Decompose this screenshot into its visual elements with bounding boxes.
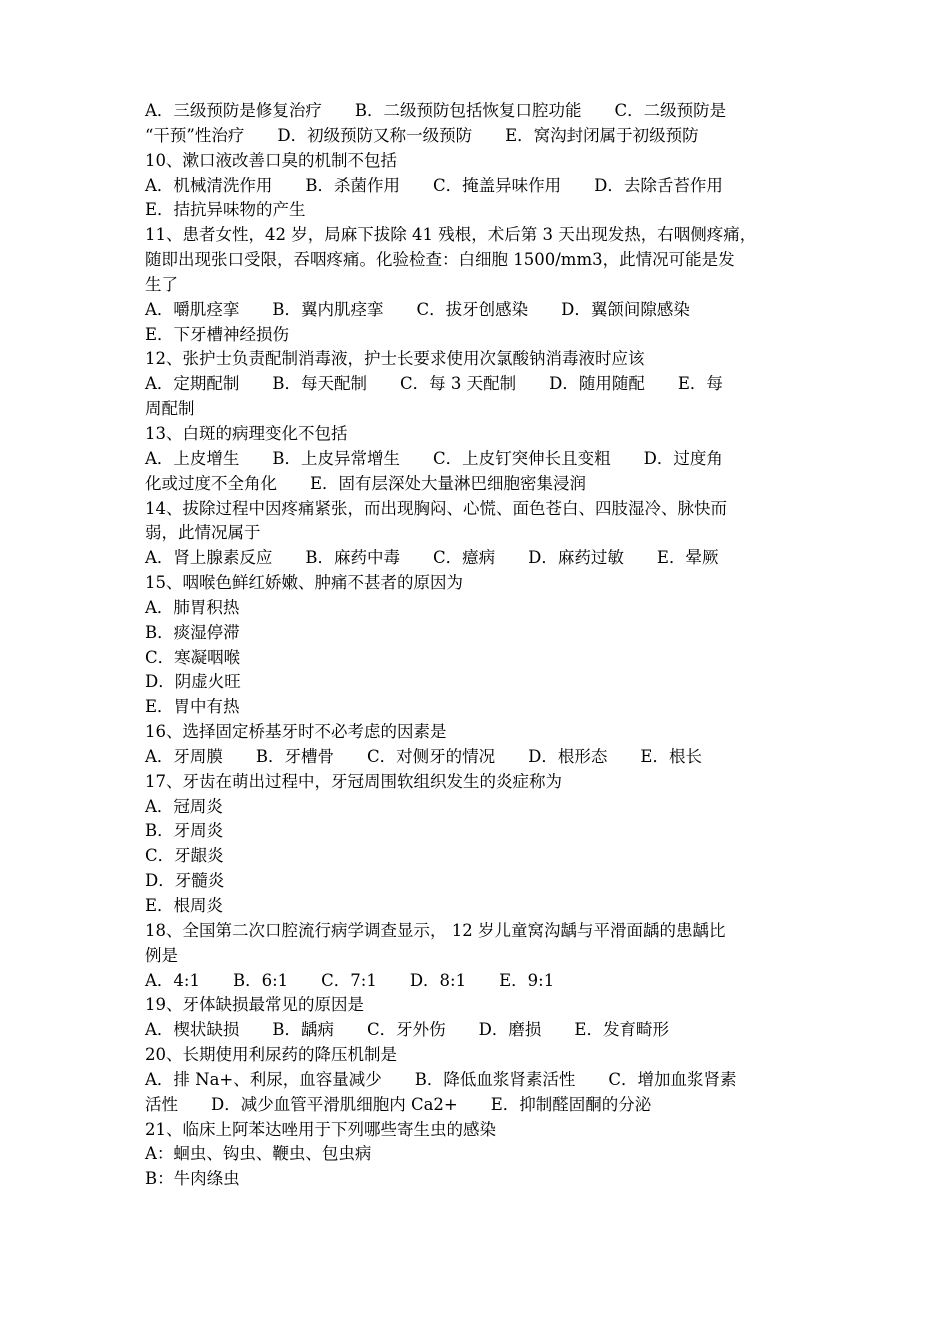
question-stem: 13、白斑的病理变化不包括 [145, 423, 348, 443]
question-stem: 20、长期使用利尿药的降压机制是 [145, 1045, 397, 1065]
question-stem: 18、全国第二次口腔流行病学调查显示， 12 岁儿童窝沟龋与平滑面龋的患龋比 [145, 920, 726, 940]
option-line: A．肺胃积热 [145, 597, 240, 617]
option-line: A：蛔虫、钩虫、鞭虫、包虫病 [145, 1144, 372, 1164]
option-line: D．牙髓炎 [145, 871, 225, 891]
option-line: B：牛肉绦虫 [145, 1169, 240, 1189]
document-page [145, 99, 817, 1192]
text-line: E．拮抗异味物的产生 [145, 200, 306, 220]
text-line: 化或过度不全角化 E．固有层深处大量淋巴细胞密集浸润 [145, 473, 587, 493]
text-line: A．定期配制 B．每天配制 C．每 3 天配制 D．随用随配 E．每 [145, 374, 723, 394]
text-line: A．嚼肌痉挛 B．翼内肌痉挛 C．拔牙创感染 D．翼颌间隙感染 [145, 299, 690, 319]
question-stem: 21、临床上阿苯达唑用于下列哪些寄生虫的感染 [145, 1119, 496, 1139]
question-stem: 19、牙体缺损最常见的原因是 [145, 995, 364, 1015]
text-line: A．肾上腺素反应 B．麻药中毒 C．癔病 D．麻药过敏 E．晕厥 [145, 548, 719, 568]
text-line: 随即出现张口受限，吞咽疼痛。化验检查：白细胞 1500/mm3，此情况可能是发 [145, 250, 735, 270]
question-stem: 16、选择固定桥基牙时不必考虑的因素是 [145, 722, 447, 742]
text-line: A．排 Na+、利尿，血容量减少 B．降低血浆肾素活性 C．增加血浆肾素 [145, 1069, 737, 1089]
text-line: A．楔状缺损 B．龋病 C．牙外伤 D．磨损 E．发育畸形 [145, 1020, 669, 1040]
text-line: 例是 [145, 945, 178, 965]
question-stem: 12、张护士负责配制消毒液，护士长要求使用次氯酸钠消毒液时应该 [145, 349, 645, 369]
option-line: B．痰湿停滞 [145, 622, 240, 642]
text-line: A．牙周膜 B．牙槽骨 C．对侧牙的情况 D．根形态 E．根长 [145, 746, 702, 766]
question-stem: 10、漱口液改善口臭的机制不包括 [145, 150, 397, 170]
text-line: A．4:1 B．6:1 C．7:1 D．8:1 E．9:1 [145, 970, 555, 990]
option-line: D．阴虚火旺 [145, 672, 241, 692]
text-line: 弱，此情况属于 [145, 523, 261, 543]
text-line: 活性 D．减少血管平滑肌细胞内 Ca2+ E．抑制醛固酮的分泌 [145, 1094, 652, 1114]
option-line: E．根周炎 [145, 896, 224, 915]
question-stem: 17、牙齿在萌出过程中，牙冠周围软组织发生的炎症称为 [145, 771, 562, 791]
text-line: 生了 [145, 274, 178, 294]
option-line: B．牙周炎 [145, 821, 224, 841]
text-line: A．机械清洗作用 B．杀菌作用 C．掩盖异味作用 D．去除舌苔作用 [145, 175, 723, 195]
text-line: A．三级预防是修复治疗 B．二级预防包括恢复口腔功能 C．二级预防是 [145, 101, 727, 120]
option-line: C．牙龈炎 [145, 846, 224, 866]
question-stem: 14、拔除过程中因疼痛紧张，而出现胸闷、心慌、面色苍白、四肢湿冷、脉快而 [145, 498, 727, 518]
text-line: E．下牙槽神经损伤 [145, 324, 290, 344]
option-line: C．寒凝咽喉 [145, 647, 241, 667]
question-stem: 15、咽喉色鲜红娇嫩、肿痛不甚者的原因为 [145, 573, 463, 593]
option-line: E．胃中有热 [145, 697, 240, 717]
option-line: A．冠周炎 [145, 796, 223, 816]
question-stem: 11、患者女性，42 岁，局麻下拔除 41 残根，术后第 3 天出现发热，右咽侧疼痛， [145, 225, 757, 245]
text-line: A．上皮增生 B．上皮异常增生 C．上皮钉突伸长且变粗 D．过度角 [145, 448, 723, 468]
text-line: 周配制 [145, 399, 195, 419]
text-line: “干预”性治疗 D．初级预防又称一级预防 E．窝沟封闭属于初级预防 [145, 125, 699, 145]
